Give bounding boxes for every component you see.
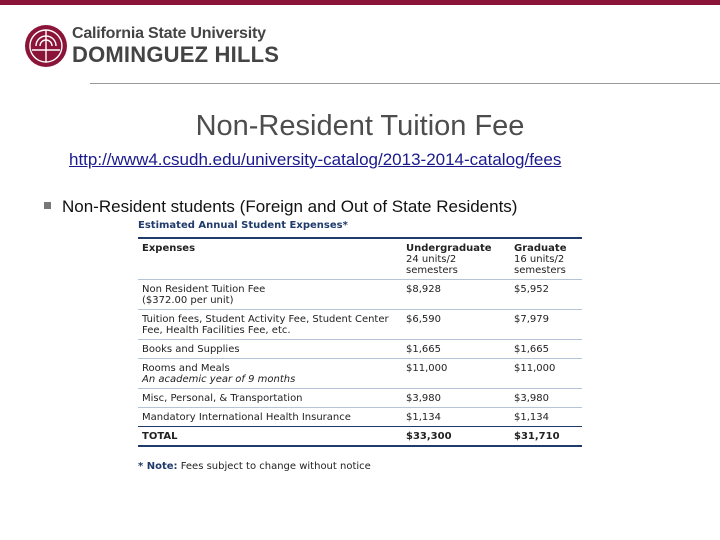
row-label-cell: Tuition fees, Student Activity Fee, Student Center Fee, Health Facilities Fee, etc. (138, 310, 402, 340)
header-graduate-sub: 16 units/2 semesters (514, 254, 566, 276)
header-undergraduate (402, 239, 510, 280)
header-graduate-label: Graduate (514, 243, 567, 254)
logo-line-2: DOMINGUEZ HILLS (72, 42, 280, 67)
header-expenses-label: Expenses (142, 243, 196, 254)
table-row (138, 340, 582, 359)
expenses-table (138, 239, 582, 447)
total-undergraduate: $33,300 (402, 427, 510, 447)
catalog-link[interactable]: http://www4.csudh.edu/university-catalog/2013-2014-catalog/fees (69, 150, 562, 169)
table-row (138, 408, 582, 427)
header-undergraduate-label: Undergraduate (406, 243, 492, 254)
expenses-table-image (138, 220, 582, 472)
expenses-title: Estimated Annual Student Expenses* (138, 220, 348, 231)
note-label: * Note: (138, 461, 178, 472)
graduate-cell: $11,000 (510, 359, 582, 389)
table-row (138, 389, 582, 408)
row-label: Non Resident Tuition Fee (142, 284, 266, 295)
total-row (138, 427, 582, 447)
undergraduate-cell: $3,980 (402, 389, 510, 408)
fee-note (138, 461, 582, 472)
table-row (138, 310, 582, 340)
logo-line-1: California State University (72, 25, 266, 42)
bullet-text: Non-Resident students (Foreign and Out of State Residents) (62, 197, 518, 216)
page-title: Non-Resident Tuition Fee (195, 110, 525, 142)
top-accent-bar (0, 0, 720, 5)
row-label-cell (138, 359, 402, 389)
table-row (138, 280, 582, 310)
row-sublabel: An academic year of 9 months (142, 374, 296, 385)
graduate-cell: $1,134 (510, 408, 582, 427)
row-label-cell: Misc, Personal, & Transportation (138, 389, 402, 408)
undergraduate-cell: $11,000 (402, 359, 510, 389)
bullet-square-icon (44, 202, 51, 209)
total-graduate: $31,710 (510, 427, 582, 447)
graduate-cell: $3,980 (510, 389, 582, 408)
undergraduate-cell: $6,590 (402, 310, 510, 340)
university-logo[interactable] (24, 22, 280, 70)
header-graduate (510, 239, 582, 280)
row-label: Rooms and Meals (142, 363, 230, 374)
bullet-item (44, 197, 517, 217)
row-label-cell: Books and Supplies (138, 340, 402, 359)
undergraduate-cell: $8,928 (402, 280, 510, 310)
row-label-cell (138, 280, 402, 310)
row-sublabel: ($372.00 per unit) (142, 295, 234, 306)
table-row (138, 359, 582, 389)
logo-emblem-icon (24, 24, 68, 68)
header-undergraduate-sub: 24 units/2 semesters (406, 254, 458, 276)
row-label-cell: Mandatory International Health Insurance (138, 408, 402, 427)
header-divider (90, 83, 720, 84)
header-expenses (138, 239, 402, 280)
undergraduate-cell: $1,665 (402, 340, 510, 359)
table-header-row (138, 239, 582, 280)
graduate-cell: $1,665 (510, 340, 582, 359)
note-text: Fees subject to change without notice (180, 461, 371, 472)
undergraduate-cell: $1,134 (402, 408, 510, 427)
graduate-cell: $5,952 (510, 280, 582, 310)
total-label: TOTAL (138, 427, 402, 447)
graduate-cell: $7,979 (510, 310, 582, 340)
